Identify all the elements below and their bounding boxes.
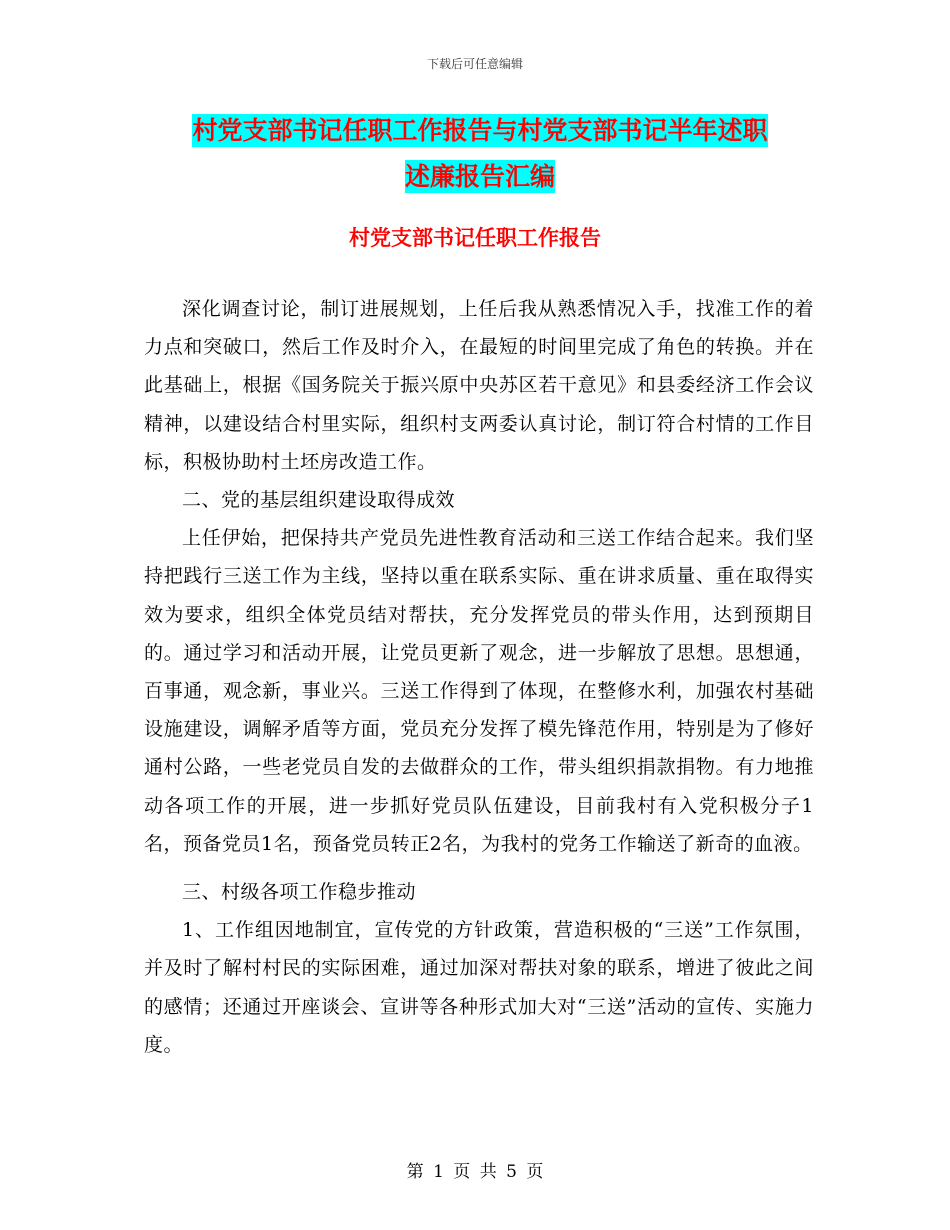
section-title: 村党支部书记任职工作报告 xyxy=(349,225,601,250)
section-heading: 三、村级各项工作稳步推动 xyxy=(182,881,417,904)
page-footer: 第 1 页 共 5 页 xyxy=(406,1162,544,1182)
header-note: 下载后可任意编辑 xyxy=(426,57,523,71)
paragraph: 上任伊始，把保持共产党员先进性教育活动和三送工作结合起来。我们坚持把践行三送工作为主线，坚持以重在联系实际、重在讲求质量、重在取得实效为要求，组织全体党员结对帮扶，充分发挥党员的带头作用，达到预期目的。通过学习和活动开展，让党员更新了观念，进一步解放了思想。思想通，百事通，观念新，事业兴。三送工作得到了体现，在整修水利，加强农村基础设施建设，调解矛盾等方面，党员充分发挥了模先锋范作用，特别是为了修好通村公路，一些老党员自发的去做群众的工作，带头组织捐款捐物。有力地推动各项工作的开展，进一步抓好党员队伍建设，目前我村有入党积极分子1名，预备党员1名，预备党员转正2名，为我村的党务工作输送了新奇的血液。 xyxy=(144,527,814,855)
paragraph: 1、工作组因地制宜，宣传党的方针政策，营造积极的“三送”工作氛围，并及时了解村村民的实际困难，通过加深对帮扶对象的联系，增进了彼此之间的感情；还通过开座谈会、宣讲等各种形式加大对“三送”活动的宣传、实施力度。 xyxy=(144,919,814,1056)
document-title xyxy=(140,108,820,200)
document-title-line2: 述廉报告汇编 xyxy=(404,162,555,191)
paragraph: 深化调查讨论，制订进展规划，上任后我从熟悉情况入手，找准工作的着力点和突破口，然后工作及时介入，在最短的时间里完成了角色的转换。并在此基础上，根据《国务院关于振兴原中央苏区若干意见》和县委经济工作会议精神，以建设结合村里实际，组织村支两委认真讨论，制订符合村情的工作目标，积极协助村土坯房改造工作。 xyxy=(144,298,814,473)
section-heading: 二、党的基层组织建设取得成效 xyxy=(182,489,456,512)
document-title-line1: 村党支部书记任职工作报告与村党支部书记半年述职 xyxy=(192,116,768,145)
document-body xyxy=(144,290,814,1064)
